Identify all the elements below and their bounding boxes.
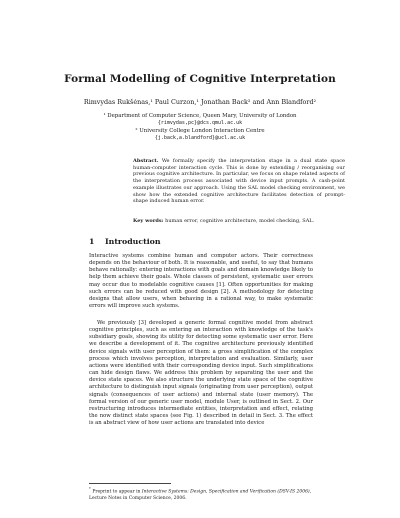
paper-title: Formal Modelling of Cognitive Interpretation (64, 73, 336, 85)
affiliation-1 (0, 113, 400, 126)
keywords (133, 218, 363, 224)
abstract (133, 158, 345, 205)
section-number: 1 (89, 237, 95, 246)
section-heading (89, 237, 161, 246)
footnote-marker: * (89, 487, 91, 491)
footnote (89, 486, 313, 502)
intro-paragraph-1 (89, 253, 313, 310)
affiliation-1-email: {rimvydas,pc}@dcs.qmul.ac.uk (157, 119, 243, 126)
keywords-text: human error, cognitive architecture, model checking, SAL. (165, 218, 315, 224)
keywords-label: Key words: (133, 218, 164, 224)
footnote-venue: Interactive Systems: Design, Specification and Verification (DSV-IS 2006) (141, 489, 310, 495)
section-title: Introduction (105, 237, 161, 246)
paragraph-1-text: Interactive systems combine human and computer actors. Their correctness depends on the behaviour of both. It is reasonable, and useful, to say that humans behave rationally: entering interactions with goals and domain knowledge likely to help them achieve their goals. Whole classes of persistent, systematic user errors may occur due to modelable cognitive causes [1]. Often opportunities for making such errors can be reduced with good design [2]. A methodology for detecting designs that allow users, when behaving in a rational way, to make systematic errors will improve such systems. (89, 253, 313, 310)
paragraph-2-text: We previously [3] developed a generic formal cognitive model from abstract cognitive principles, such as entering an interaction with knowledge of the task's subsidiary goals, showing its utility for detecting some systematic user error. Here we describe a development of it. The cognitive architecture previously identified device signals with user perception of them: a gross simplification of the complex process which involves perception, interpretation and evaluation. Similarly, user actions were identified with their corresponding device input. Such simplifications can hide design flaws. We address this problem by separating the user and the device state spaces. We also structure the underlying state space of the cognitive architecture to distinguish input signals (originating from user perception), output signals (consequences of user actions) and internal state (user memory). The formal version of our generic user model, module User, is outlined in Sect. 2. Our restructuring introduces intermediate entities, interpretation and effect, relating the now distinct state spaces (see Fig. 1) described in detail in Sect. 3. The effect is an abstract view of how user actions are translated into device (89, 320, 313, 427)
footnote-suffix: , Lecture Notes in Computer Science, 2006. (89, 489, 312, 501)
author-list: Rimvydas Rukšėnas,¹ Paul Curzon,¹ Jonathan Back² and Ann Blandford² (83, 98, 317, 106)
affiliation-2 (0, 128, 400, 141)
abstract-label: Abstract. (133, 158, 159, 164)
affiliation-2-email: {j.back,a.blandford}@ucl.ac.uk (154, 134, 246, 141)
affiliation-2-name: ² University College London Interaction Centre (135, 128, 265, 134)
intro-paragraph-2 (89, 320, 313, 427)
abstract-text: We formally specify the interpretation stage in a dual state space human-computer interaction cycle. This is done by extending / reorganising our previous cognitive architecture. In particular, we focus on shape related aspects of the interpretation process associated with device input prompts. A cash-point example illustrates our approach. Using the SAL model checking environment, we show how the extended cognitive architecture facilitates detection of prompt-shape induced human error. (133, 158, 345, 205)
affiliation-1-name: ¹ Department of Computer Science, Queen Mary, University of London (103, 113, 297, 119)
footnote-divider (89, 483, 171, 484)
footnote-prefix: Preprint to appear in (92, 489, 141, 495)
